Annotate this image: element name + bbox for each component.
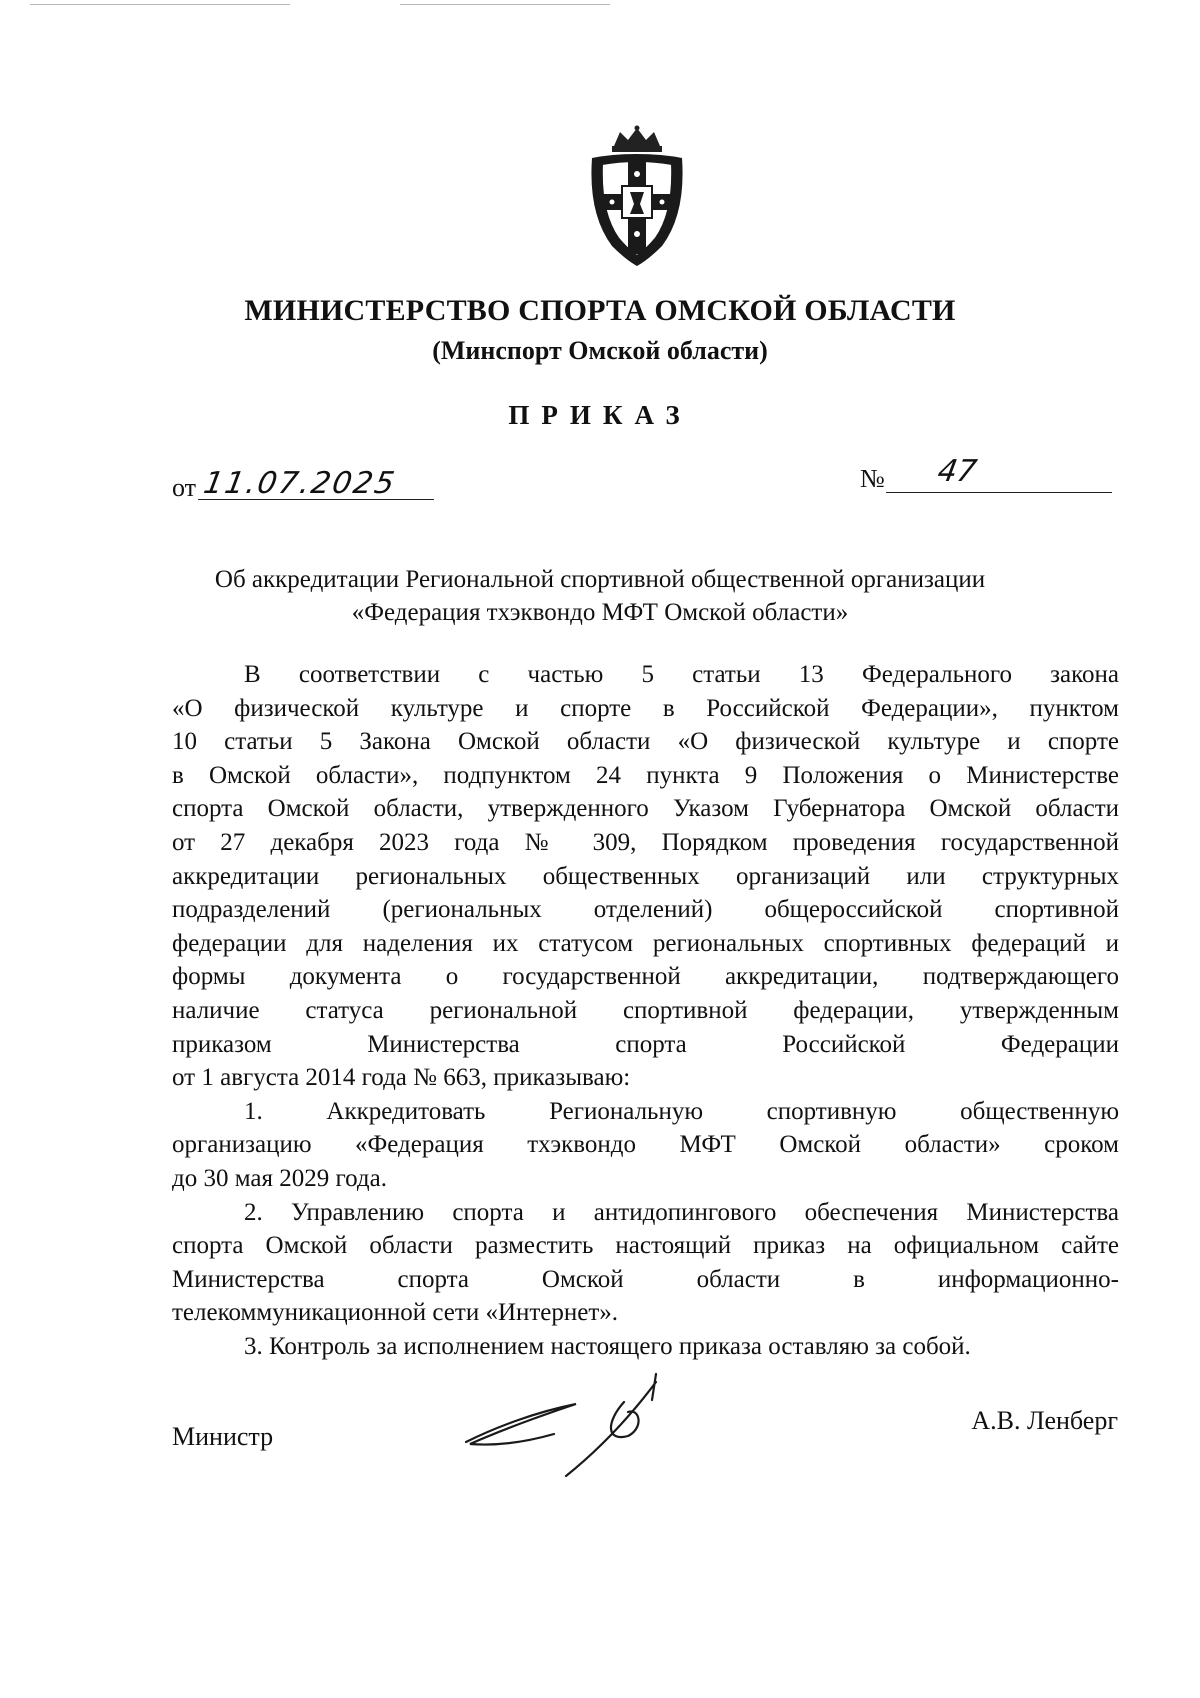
- number-underline: [886, 492, 1112, 493]
- body-line: от 27 декабря 2023 года № 309, Порядком проведения государственной: [172, 828, 1119, 856]
- body-line: формы документа о государственной аккредитации, подтверждающего: [172, 963, 1119, 991]
- body-line: аккредитации региональных общественных организаций или структурных: [172, 862, 1119, 890]
- body-line: 10 статьи 5 Закона Омской области «О физической культуре и спорте: [172, 728, 1119, 756]
- body-line: от 1 августа 2014 года № 663, приказываю:: [172, 1064, 631, 1092]
- body-line: 2. Управлению спорта и антидопингового обеспечения Министерства: [244, 1198, 1119, 1226]
- handwritten-date: 11.07.2025: [200, 466, 399, 501]
- ministry-short-name: (Минспорт Омской области): [432, 336, 768, 365]
- number-label: №: [860, 464, 885, 493]
- body-line: федерации для наделения их статусом региональных спортивных федераций и: [172, 929, 1119, 957]
- body-line: 3. Контроль за исполнением настоящего приказа оставляю за собой.: [244, 1332, 971, 1360]
- scan-edge-line: [30, 4, 290, 5]
- handwritten-number: 47: [934, 454, 980, 489]
- body-line: приказом Министерства спорта Российской Федерации: [172, 1030, 1119, 1058]
- document-type-title: ПРИКАЗ: [508, 400, 692, 430]
- body-line: в Омской области», подпунктом 24 пункта 9 Положения о Министерстве: [172, 761, 1119, 789]
- subject-line-2: «Федерация тхэквондо МФТ Омской области»: [351, 599, 849, 626]
- body-line: подразделений (региональных отделений) общероссийской спортивной: [172, 896, 1119, 924]
- date-prefix: от: [172, 473, 197, 502]
- handwritten-signature: [456, 1372, 706, 1482]
- coat-of-arms-emblem: [582, 124, 692, 268]
- body-line: телекоммуникационной сети «Интернет».: [172, 1299, 619, 1327]
- body-line: спорта Омской области разместить настоящий приказ на официальном сайте: [172, 1232, 1119, 1260]
- body-line: 1. Аккредитовать Региональную спортивную общественную: [244, 1097, 1119, 1125]
- signatory-title: Министр: [172, 1422, 274, 1451]
- body-line: наличие статуса региональной спортивной федерации, утвержденным: [172, 996, 1119, 1024]
- subject-line-1: Об аккредитации Региональной спортивной общественной организации: [214, 566, 986, 593]
- ministry-name: МИНИСТЕРСТВО СПОРТА ОМСКОЙ ОБЛАСТИ: [244, 294, 956, 327]
- order-body: [172, 658, 1119, 1363]
- body-line: Министерства спорта Омской области в информационно-: [172, 1265, 1119, 1293]
- body-line: организацию «Федерация тхэквондо МФТ Омской области» сроком: [172, 1131, 1119, 1159]
- scan-edge-line: [400, 4, 610, 5]
- body-line: спорта Омской области, утвержденного Указом Губернатора Омской области: [172, 795, 1119, 823]
- body-line: «О физической культуре и спорте в Российской Федерации», пунктом: [172, 694, 1119, 722]
- body-line: В соответствии с частью 5 статьи 13 Федерального закона: [244, 661, 1119, 688]
- signatory-name: А.В. Ленберг: [971, 1406, 1118, 1435]
- body-line: до 30 мая 2029 года.: [172, 1164, 387, 1192]
